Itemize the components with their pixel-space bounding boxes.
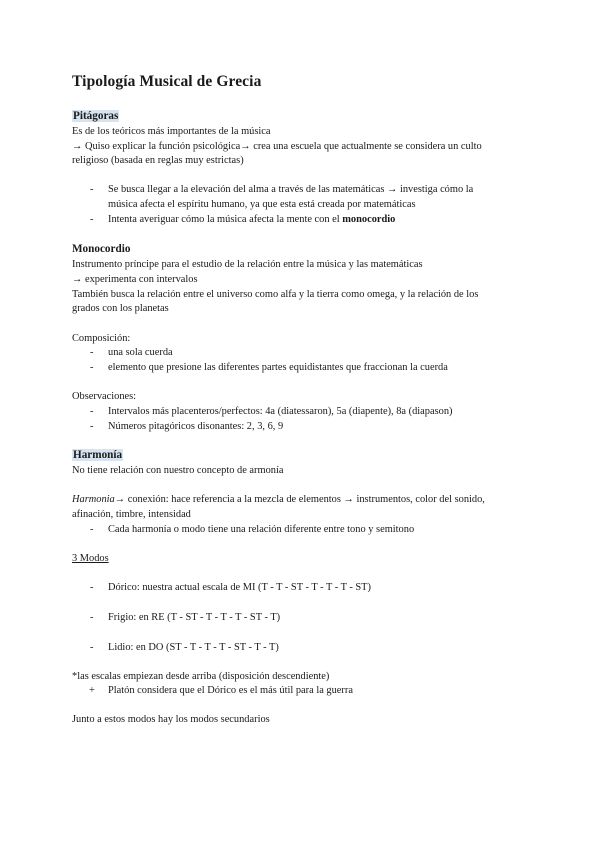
harmonia-definition: [72, 493, 485, 507]
harmonia-bullet: Cada harmonía o modo tiene una relación diferente entre tono y semitono: [108, 524, 415, 535]
monocordio-line-1: Instrumento príncipe para el estudio de la relación entre la música y las matemáticas: [72, 259, 423, 270]
escalas-note: *las escalas empiezan desde arriba (disposición descendiente): [72, 671, 330, 682]
plus-marker: +: [89, 685, 95, 696]
bullet-marker: -: [90, 362, 94, 373]
bullet-marker: -: [90, 642, 94, 653]
harmonia-term: Harmonia: [72, 494, 115, 505]
harmonia-definition-line-2: afinación, timbre, intensidad: [72, 509, 191, 520]
observaciones-item-1: Intervalos más placenteros/perfectos: 4a (diatessaron), 5a (diapente), 8a (diapason): [108, 406, 453, 417]
pitagoras-line-2: → Quiso explicar la función psicológica→ crea una escuela que actualmente se considera un culto: [72, 141, 482, 152]
pitagoras-line-3: religioso (basada en reglas muy estrictas): [72, 155, 244, 166]
modo-frigio: Frigio: en RE (T - ST - T - T - T - ST - T): [108, 612, 281, 623]
bullet-marker: -: [90, 612, 94, 623]
pitagoras-line-1: Es de los teóricos más importantes de la música: [72, 126, 271, 137]
bullet-marker: -: [90, 184, 94, 195]
composicion-item-2: elemento que presione las diferentes partes equidistantes que fraccionan la cuerda: [108, 362, 448, 373]
harmonia-line-1: No tiene relación con nuestro concepto de armonía: [72, 465, 284, 476]
bullet-marker: -: [90, 406, 94, 417]
modos-heading: 3 Modos: [72, 553, 109, 564]
bullet-marker: -: [90, 214, 94, 225]
modo-lidio: Lidio: en DO (ST - T - T - T - ST - T - T): [108, 642, 279, 653]
bullet-marker: -: [90, 421, 94, 432]
composicion-item-1: una sola cuerda: [108, 347, 173, 358]
bullet-marker: -: [90, 582, 94, 593]
modo-dorico: Dórico: nuestra actual escala de MI (T - T - ST - T - T - T - ST): [108, 582, 371, 593]
monocordio-term: monocordio: [342, 214, 396, 225]
pitagoras-bullet-2: [108, 213, 395, 227]
observaciones-label: Observaciones:: [72, 391, 137, 402]
bullet-marker: -: [90, 524, 94, 535]
heading-highlight: Harmonía: [73, 449, 123, 461]
composicion-label: Composición:: [72, 333, 131, 344]
bullet-marker: -: [90, 347, 94, 358]
pitagoras-bullet-1-line-2: música afecta el espíritu humano, ya que esta está creada por matemáticas: [108, 199, 416, 210]
monocordio-line-4: grados con los planetas: [72, 303, 169, 314]
section-heading-monocordio: Monocordio: [72, 243, 131, 255]
pitagoras-bullet-1-line-1: Se busca llegar a la elevación del alma a través de las matemáticas → investiga cómo la: [108, 184, 474, 195]
platon-note: Platón considera que el Dórico es el más útil para la guerra: [108, 685, 353, 696]
monocordio-line-2: → experimenta con intervalos: [72, 274, 198, 285]
harmonia-definition-text: → conexión: hace referencia a la mezcla de elementos → instrumentos, color del sonido,: [114, 494, 485, 505]
observaciones-item-2: Números pitagóricos disonantes: 2, 3, 6, 9: [108, 421, 284, 432]
heading-highlight: Pitágoras: [73, 110, 119, 122]
section-heading-harmonia: [72, 448, 123, 462]
section-heading-pitagoras: [72, 109, 119, 123]
closing-line: Junto a estos modos hay los modos secundarios: [72, 714, 270, 725]
monocordio-line-3: También busca la relación entre el universo como alfa y la tierra como omega, y la relación de los: [72, 289, 479, 300]
bullet-2-text: Intenta averiguar cómo la música afecta la mente con el: [108, 214, 343, 225]
page-title: Tipología Musical de Grecia: [72, 73, 262, 90]
